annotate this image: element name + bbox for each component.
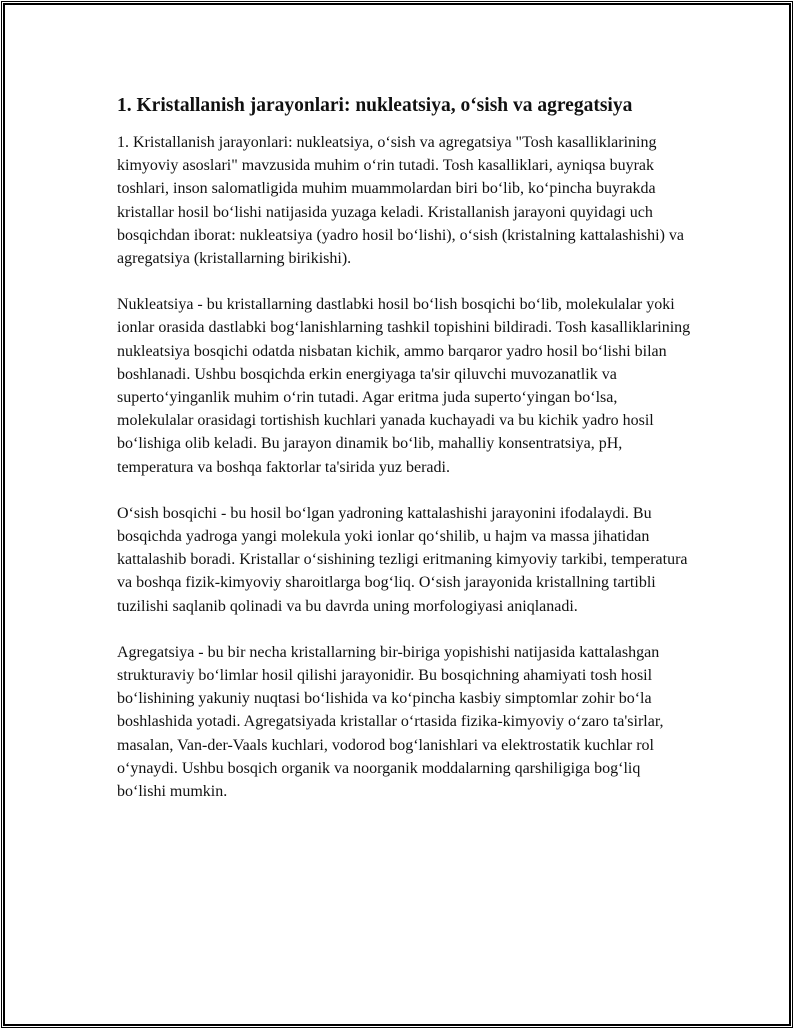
paragraph-aggregation: Agregatsiya - bu bir necha kristallarning bir-biriga yopishishi natijasida kattalashgan strukturaviy boʻlimlar hosil qilishi jarayonidir. Bu bosqichning ahamiyati tosh hosil boʻlishining yakuniy nuqtasi boʻlishida va koʻpincha kasbiy simptomlar zohir boʻla boshlashida yotadi. Agregatsiyada kristallar oʻrtasida fizika-kimyoviy oʻzaro ta'sirlar, masalan, Van-der-Vaals kuchlari, vodorod bogʻlanishlari va elektrostatik kuchlar rol oʻynaydi. Ushbu bosqich organik va noorganik moddalarning qarshiligiga bogʻliq boʻlishi mumkin.: [117, 643, 664, 801]
document-title: 1. Kristallanish jarayonlari: nukleatsiya, oʻsish va agregatsiya: [117, 95, 633, 116]
paragraph-nucleation: Nukleatsiya - bu kristallarning dastlabki hosil boʻlish bosqichi boʻlib, molekulalar yoki ionlar orasida dastlabki bogʻlanishlarning tashkil topishini bildiradi. Tosh kasalliklarining nukleatsiya bosqichi odatda nisbatan kichik, ammo barqaror yadro hosil boʻlishi bilan boshlanadi. Ushbu bosqichda erkin energiyaga ta'sir qiluvchi muvozanatlik va supertoʻyinganlik muhim oʻrin tutadi. Agar eritma juda supertoʻyingan boʻlsa, molekulalar orasidagi tortishish kuchlari yanada kuchayadi va bu kichik yadro hosil boʻlishiga olib keladi. Bu jarayon dinamik boʻlib, mahalliy konsentratsiya, pH, temperatura va boshqa faktorlar ta'sirida yuz beradi.: [117, 296, 691, 476]
paragraph-intro: 1. Kristallanish jarayonlari: nukleatsiya, oʻsish va agregatsiya "Tosh kasalliklarining kimyoviy asoslari" mavzusida muhim oʻrin tutadi. Tosh kasalliklari, ayniqsa buyrak toshlari, inson salomatligida muhim muammolardan biri boʻlib, koʻpincha buyrakda kristallar hosil boʻlishi natijasida yuzaga keladi. Kristallanish jarayoni quyidagi uch bosqichdan iborat: nukleatsiya (yadro hosil boʻlishi), oʻsish (kristalning kattalashishi) va agregatsiya (kristallarning birikishi).: [117, 134, 685, 268]
document-body: [117, 94, 692, 826]
paragraph-growth: Oʻsish bosqichi - bu hosil boʻlgan yadroning kattalashishi jarayonini ifodalaydi. Bu bosqichda yadroga yangi molekula yoki ionlar qoʻshilib, u hajm va massa jihatidan kattalashib boradi. Kristallar oʻsishining tezligi eritmaning kimyoviy tarkibi, temperatura va boshqa fizik-kimyoviy sharoitlarga bogʻliq. Oʻsish jarayonida kristallning tartibli tuzilishi saqlanib qolinadi va bu davrda uning morfologiyasi aniqlanadi.: [117, 504, 688, 615]
